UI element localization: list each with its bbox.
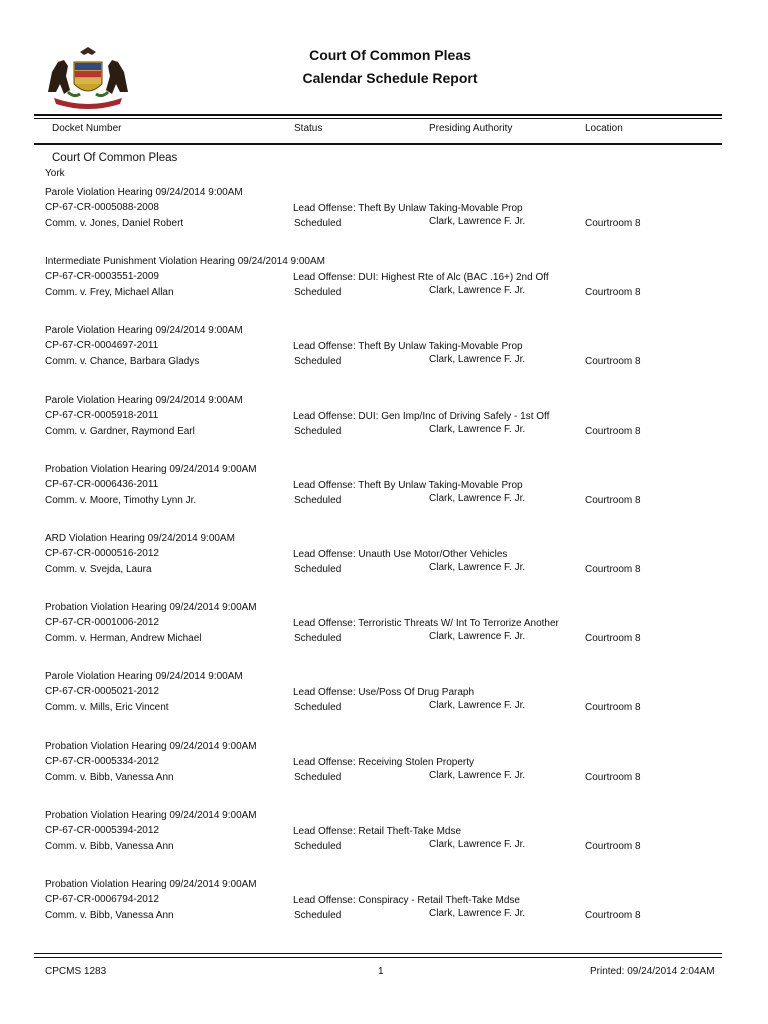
entry-docket: CP-67-CR-0000516-2012 (45, 548, 159, 559)
entry-status: Scheduled (294, 910, 342, 921)
entry-caption: Comm. v. Frey, Michael Allan (45, 287, 174, 299)
entry-caption: Comm. v. Bibb, Vanessa Ann (45, 771, 174, 783)
entry-judge: Clark, Lawrence F. Jr. (429, 216, 526, 227)
entry-caption: Comm. v. Bibb, Vanessa Ann (45, 910, 174, 921)
calendar-entry (0, 879, 768, 929)
entry-caption: Comm. v. Gardner, Raymond Earl (45, 425, 195, 437)
entry-status: Scheduled (294, 771, 342, 783)
entry-hearing: Probation Violation Hearing 09/24/2014 9:00AM (45, 879, 257, 890)
calendar-entry (0, 464, 768, 514)
entry-judge: Clark, Lawrence F. Jr. (429, 631, 526, 643)
entry-judge: Clark, Lawrence F. Jr. (429, 769, 526, 781)
column-header-status: Status (294, 123, 323, 134)
entry-caption: Comm. v. Moore, Timothy Lynn Jr. (45, 494, 197, 506)
entry-offense: Lead Offense: Theft By Unlaw Taking-Movable Prop (293, 479, 523, 491)
entry-location: Courtroom 8 (585, 840, 641, 852)
entry-docket: CP-67-CR-0005394-2012 (45, 824, 159, 836)
entry-status: Scheduled (294, 702, 342, 714)
entry-hearing: Probation Violation Hearing 09/24/2014 9:00AM (45, 809, 257, 821)
entry-caption: Comm. v. Chance, Barbara Gladys (45, 356, 200, 368)
calendar-entry (0, 671, 768, 721)
entry-caption: Comm. v. Herman, Andrew Michael (45, 633, 202, 645)
entry-status: Scheduled (294, 287, 342, 299)
entry-offense: Lead Offense: Receiving Stolen Property (293, 756, 475, 768)
entry-judge: Clark, Lawrence F. Jr. (429, 492, 526, 504)
column-header-docket: Docket Number (52, 123, 122, 134)
calendar-entry (0, 533, 768, 583)
entry-docket: CP-67-CR-0003551-2009 (45, 271, 159, 283)
calendar-entry (0, 256, 768, 306)
calendar-entry (0, 395, 768, 445)
pennsylvania-seal-icon (44, 46, 132, 110)
entry-judge: Clark, Lawrence F. Jr. (429, 700, 526, 712)
entry-caption: Comm. v. Jones, Daniel Robert (45, 218, 184, 229)
entry-docket: CP-67-CR-0001006-2012 (45, 617, 159, 629)
entry-hearing: ARD Violation Hearing 09/24/2014 9:00AM (45, 533, 235, 544)
entry-caption: Comm. v. Mills, Eric Vincent (45, 702, 169, 714)
entry-location: Courtroom 8 (585, 218, 641, 229)
entry-location: Courtroom 8 (585, 564, 641, 575)
entry-hearing: Intermediate Punishment Violation Hearing 09/24/2014 9:00AM (45, 256, 325, 268)
entry-offense: Lead Offense: Terroristic Threats W/ Int To Terrorize Another (293, 618, 559, 630)
entry-docket: CP-67-CR-0005021-2012 (45, 686, 159, 698)
entry-location: Courtroom 8 (585, 287, 641, 299)
entry-judge: Clark, Lawrence F. Jr. (429, 285, 526, 297)
entry-docket: CP-67-CR-0005088-2008 (45, 202, 159, 213)
entry-judge: Clark, Lawrence F. Jr. (429, 423, 526, 435)
entry-location: Courtroom 8 (585, 702, 641, 714)
footer-divider (34, 953, 722, 954)
header-divider (34, 114, 722, 116)
entry-location: Courtroom 8 (585, 425, 641, 437)
entry-offense: Lead Offense: Unauth Use Motor/Other Vehicles (293, 549, 508, 560)
report-subtitle: Calendar Schedule Report (302, 70, 478, 86)
entry-docket: CP-67-CR-0006436-2011 (45, 478, 159, 490)
entry-caption: Comm. v. Bibb, Vanessa Ann (45, 840, 174, 852)
entry-location: Courtroom 8 (585, 494, 641, 506)
entry-offense: Lead Offense: Conspiracy - Retail Theft-Take Mdse (293, 895, 520, 906)
entry-hearing: Probation Violation Hearing 09/24/2014 9:00AM (45, 740, 257, 752)
entry-status: Scheduled (294, 356, 342, 368)
footer-page-number: 1 (378, 966, 384, 977)
entry-caption: Comm. v. Svejda, Laura (45, 564, 152, 575)
entry-hearing: Parole Violation Hearing 09/24/2014 9:00AM (45, 671, 243, 683)
calendar-entry (0, 810, 768, 860)
entry-status: Scheduled (294, 633, 342, 645)
entry-judge: Clark, Lawrence F. Jr. (429, 908, 526, 919)
entry-offense: Lead Offense: Use/Poss Of Drug Paraph (293, 687, 475, 699)
footer-divider-thin (34, 957, 722, 958)
entry-hearing: Parole Violation Hearing 09/24/2014 9:00AM (45, 394, 243, 406)
entry-status: Scheduled (294, 564, 342, 575)
entry-offense: Lead Offense: DUI: Gen Imp/Inc of Driving Safely - 1st Off (293, 410, 550, 422)
entry-offense: Lead Offense: Theft By Unlaw Taking-Movable Prop (293, 203, 523, 214)
entry-hearing: Parole Violation Hearing 09/24/2014 9:00AM (45, 187, 243, 198)
section-court-name: Court Of Common Pleas (52, 152, 178, 164)
column-header-authority: Presiding Authority (429, 123, 513, 134)
column-header-location: Location (585, 123, 623, 134)
header-divider-thin (34, 118, 722, 119)
entry-hearing: Parole Violation Hearing 09/24/2014 9:00AM (45, 325, 243, 337)
calendar-entry (0, 602, 768, 652)
entry-status: Scheduled (294, 425, 342, 437)
entry-docket: CP-67-CR-0005334-2012 (45, 755, 159, 767)
footer-printed-timestamp: Printed: 09/24/2014 2:04AM (590, 966, 715, 977)
entry-location: Courtroom 8 (585, 771, 641, 783)
entry-offense: Lead Offense: Retail Theft-Take Mdse (293, 825, 462, 837)
entry-location: Courtroom 8 (585, 356, 641, 368)
report-court-title: Court Of Common Pleas (309, 47, 471, 63)
entry-status: Scheduled (294, 218, 342, 229)
entry-offense: Lead Offense: Theft By Unlaw Taking-Movable Prop (293, 341, 523, 353)
calendar-entry (0, 187, 768, 237)
entry-docket: CP-67-CR-0004697-2011 (45, 340, 159, 352)
entry-judge: Clark, Lawrence F. Jr. (429, 838, 526, 850)
footer-form-id: CPCMS 1283 (45, 966, 107, 977)
section-county: York (45, 168, 65, 179)
entry-status: Scheduled (294, 494, 342, 506)
entry-location: Courtroom 8 (585, 633, 641, 645)
entry-docket: CP-67-CR-0006794-2012 (45, 894, 159, 905)
column-header-divider (34, 143, 722, 145)
entry-location: Courtroom 8 (585, 910, 641, 921)
entry-hearing: Probation Violation Hearing 09/24/2014 9:00AM (45, 463, 257, 475)
entry-status: Scheduled (294, 840, 342, 852)
entry-offense: Lead Offense: DUI: Highest Rte of Alc (BAC .16+) 2nd Off (293, 272, 549, 284)
entry-docket: CP-67-CR-0005918-2011 (45, 409, 159, 421)
calendar-entry (0, 325, 768, 375)
entry-judge: Clark, Lawrence F. Jr. (429, 354, 526, 366)
entry-hearing: Probation Violation Hearing 09/24/2014 9:00AM (45, 602, 257, 614)
calendar-entry (0, 741, 768, 791)
entry-judge: Clark, Lawrence F. Jr. (429, 562, 526, 573)
